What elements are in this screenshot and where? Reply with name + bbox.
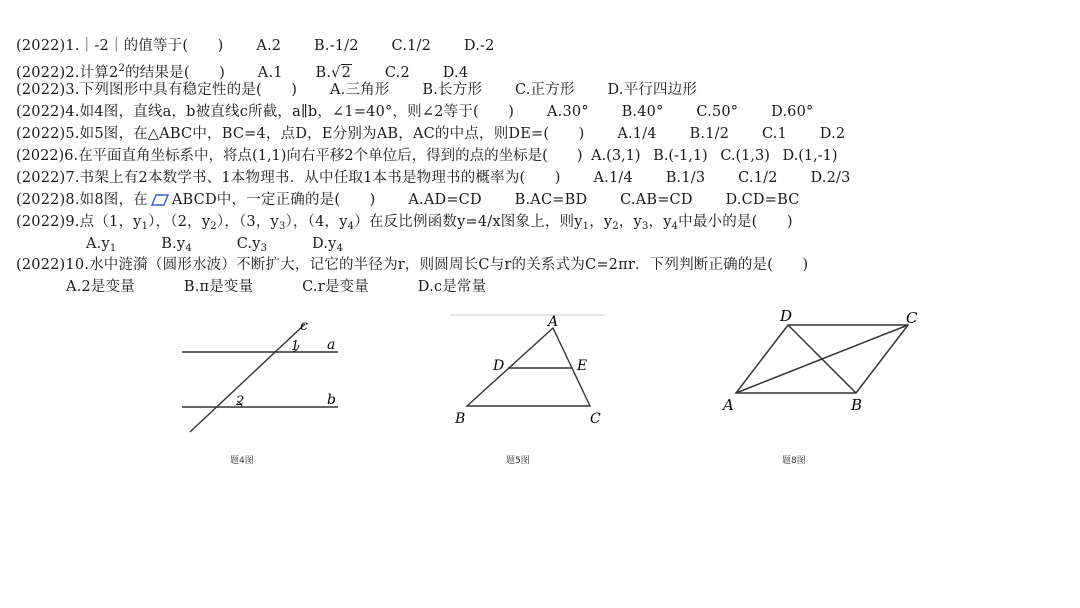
option-a: A.1 <box>257 65 283 81</box>
question-number: (2022)1. <box>16 38 80 54</box>
question-stem: 如4图，直线a，b被直线c所截，a∥b，∠1=40°，则∠2等于( ) <box>79 104 515 120</box>
question-10-options <box>66 277 486 298</box>
question-number: (2022)3. <box>16 82 80 98</box>
option-c: $C.y_3$ <box>236 236 268 254</box>
label-D: D <box>780 307 793 325</box>
option-d: D.平行四边形 <box>607 82 698 98</box>
question-number: (2022)7. <box>16 170 80 186</box>
option-a: $A.y_1$ <box>86 236 117 254</box>
option-d: D.2/3 <box>810 170 851 186</box>
option-b: B.-1/2 <box>314 38 359 54</box>
label-b: b <box>327 392 336 408</box>
line-c <box>190 324 305 432</box>
option-a: A.AD=CD <box>408 192 482 208</box>
figure-4 <box>170 312 360 442</box>
label-angle-2: 2 <box>236 394 245 409</box>
label-a: a <box>327 337 336 353</box>
label-B: B <box>455 411 466 427</box>
question-stem: 点（1，$y_1$），（2，$y_2$），（3，$y_3$），（4，$y_4$）在反比例函数y=4/x图象上，则$y_1$，$y_2$，$y_3$，$y_4$中最小的是( ) <box>79 214 793 232</box>
label-C: C <box>590 411 601 427</box>
option-d: D.2 <box>819 126 846 142</box>
label-A: A <box>548 314 559 330</box>
option-b: B.1/3 <box>665 170 706 186</box>
option-d: D.c是常量 <box>417 279 487 295</box>
option-a: A.1/4 <box>593 170 633 186</box>
option-d: $D.y_4$ <box>312 236 344 254</box>
question-stem: 书架上有2本数学书、1本物理书．从中任取1本书是物理书的概率为( ) <box>79 170 561 186</box>
option-b: B.π是变量 <box>183 279 254 295</box>
option-a: A.2 <box>256 38 282 54</box>
option-c: C.2 <box>384 65 410 81</box>
label-angle-1: 1 <box>291 339 300 354</box>
option-b: B.长方形 <box>422 82 483 98</box>
option-b: $B.y_4$ <box>161 236 192 254</box>
option-b: B.(-1,1) <box>653 148 708 164</box>
option-a: A.1/4 <box>617 126 657 142</box>
option-d: D.4 <box>442 65 469 81</box>
question-stem: 下列图形中具有稳定性的是( ) <box>79 82 298 98</box>
question-5 <box>16 124 845 145</box>
option-c: C.1/2 <box>738 170 778 186</box>
figure-8-caption: 题8图 <box>782 456 806 466</box>
option-b: B.1/2 <box>689 126 730 142</box>
option-c: C.AB=CD <box>620 192 693 208</box>
option-c: C.1 <box>761 126 787 142</box>
question-stem: 如5图，在△ABC中，BC=4，点D，E分别为AB，AC的中点，则DE=( ) <box>79 126 585 142</box>
option-d: D.CD=BC <box>725 192 800 208</box>
label-c: c <box>300 318 308 334</box>
question-number: (2022)6. <box>16 148 79 164</box>
option-c: C.r是变量 <box>302 279 369 295</box>
option-b: B.√2 <box>316 63 353 84</box>
figure-8 <box>718 305 928 420</box>
option-a: A.三角形 <box>329 82 390 98</box>
question-number: (2022)5. <box>16 126 80 142</box>
question-number: (2022)9. <box>16 214 80 230</box>
option-b: B.40° <box>621 104 664 120</box>
question-stem: 水中涟漪（圆形水波）不断扩大，记它的半径为r，则圆周长C与r的关系式为C=2πr．下列判断正确的是( ) <box>89 257 809 273</box>
diagonal-bd <box>788 325 856 393</box>
option-a: A.2是变量 <box>66 279 136 295</box>
question-number: (2022)2. <box>16 65 80 81</box>
option-c: C.1/2 <box>391 38 432 54</box>
question-6 <box>16 146 838 167</box>
question-1 <box>16 36 495 57</box>
label-A: A <box>723 396 734 414</box>
question-stem: 在平面直角坐标系中，将点(1,1)向右平移2个单位后，得到的点的坐标是( ) <box>78 148 583 164</box>
option-c: C.正方形 <box>514 82 575 98</box>
label-B: B <box>851 396 863 414</box>
question-number: (2022)10. <box>16 257 90 273</box>
sqrt-expression: √2 <box>331 65 352 81</box>
question-stem-rest: 的结果是( ) <box>125 65 225 81</box>
triangle-abc <box>467 328 590 406</box>
option-b: B.AC=BD <box>514 192 588 208</box>
figure-4-caption: 题4图 <box>230 456 254 466</box>
question-stem: 计算2 <box>79 65 119 81</box>
question-10 <box>16 255 808 276</box>
question-stem: ｜-2｜的值等于( ) <box>79 38 224 54</box>
question-7 <box>16 168 851 189</box>
option-d: D.60° <box>771 104 814 120</box>
label-E: E <box>577 358 588 374</box>
label-D: D <box>493 358 505 374</box>
question-4 <box>16 102 813 123</box>
question-8 <box>16 190 800 211</box>
figure-5-caption: 题5图 <box>506 456 530 466</box>
question-3 <box>16 80 697 101</box>
option-a: A.30° <box>546 104 589 120</box>
option-a: A.(3,1) <box>591 148 641 164</box>
question-stem-rest: ABCD中，一定正确的是( ) <box>171 192 376 208</box>
label-C: C <box>906 309 918 327</box>
question-stem: 如8图，在 <box>79 192 148 208</box>
option-d: D.-2 <box>463 38 495 54</box>
option-c: C.50° <box>696 104 739 120</box>
question-number: (2022)4. <box>16 104 80 120</box>
option-c: C.(1,3) <box>720 148 770 164</box>
parallelogram-icon <box>151 194 169 206</box>
option-d: D.(1,-1) <box>782 148 838 164</box>
question-number: (2022)8. <box>16 192 80 208</box>
figure-5 <box>445 310 615 435</box>
superscript: 2 <box>118 63 126 74</box>
